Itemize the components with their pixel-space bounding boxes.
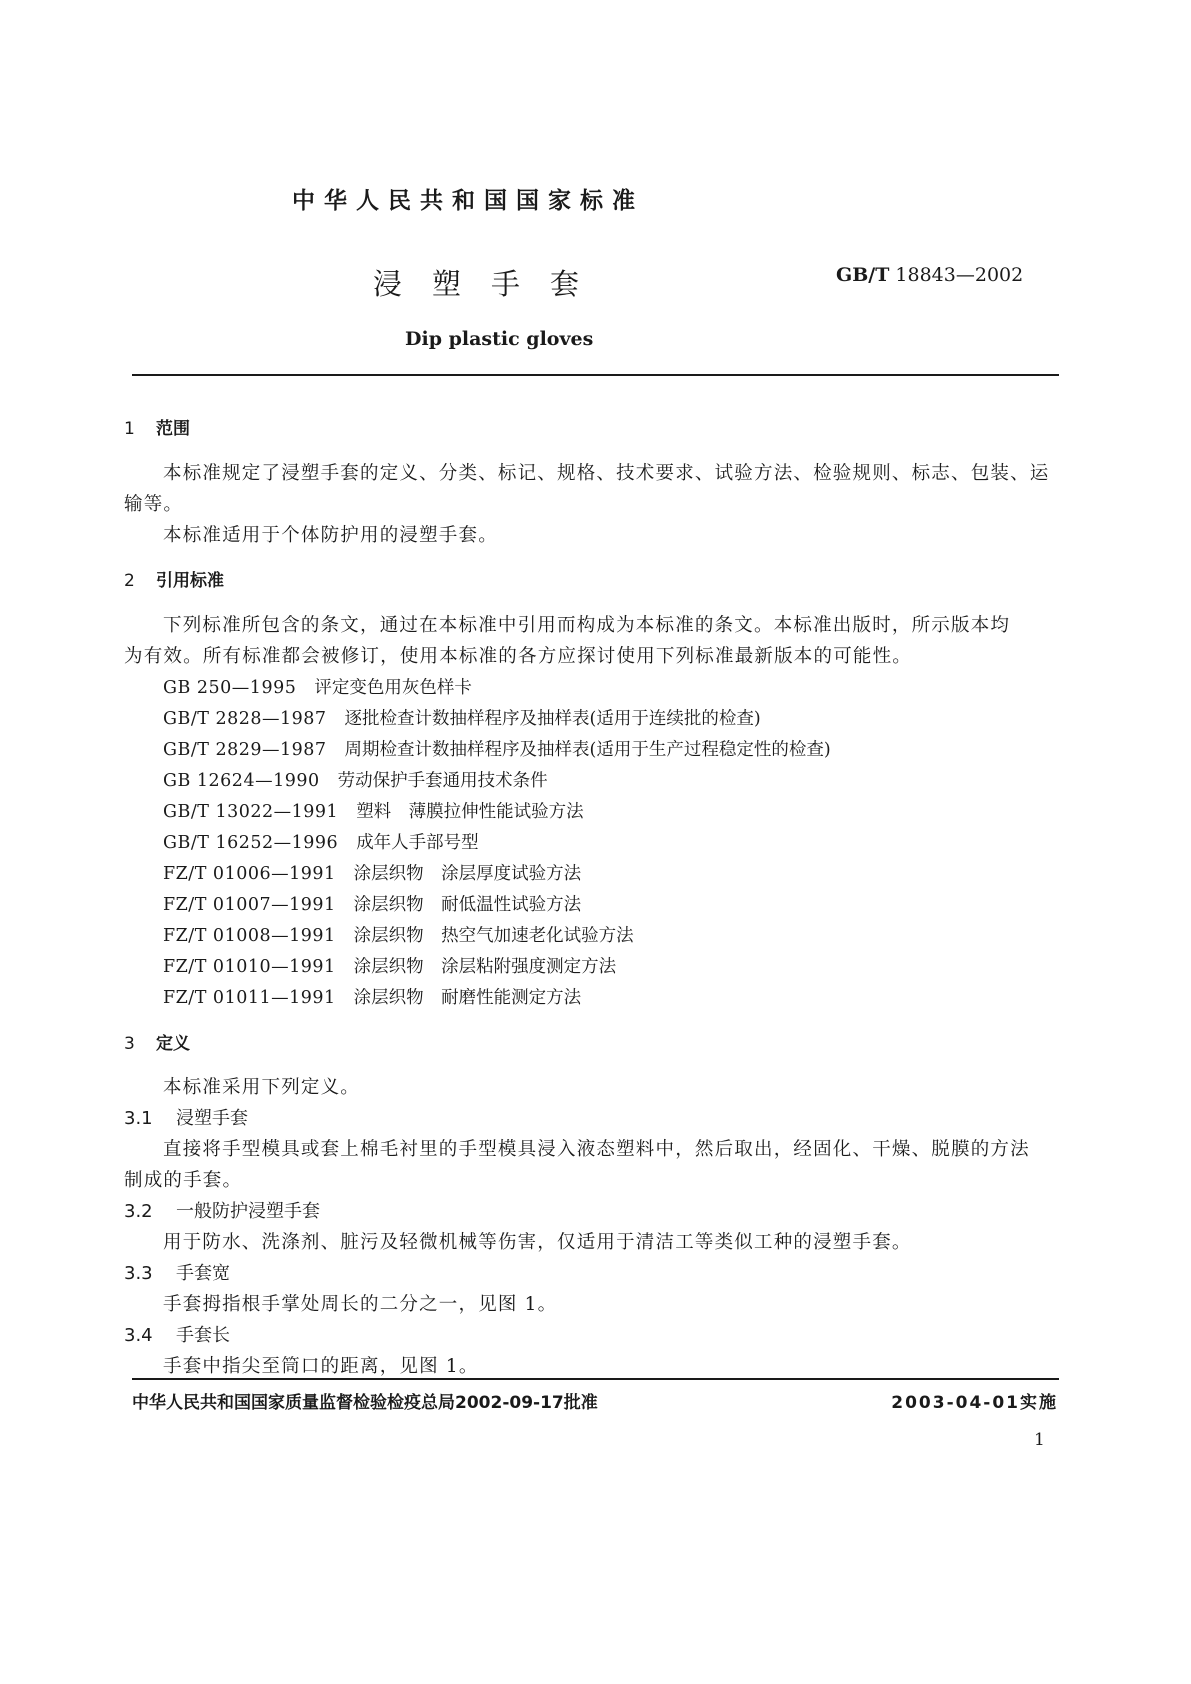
reference-code: GB/T 16252—1996 xyxy=(163,833,339,853)
reference-item xyxy=(163,798,584,823)
reference-item xyxy=(163,674,472,699)
paragraph: 本标准适用于个体防护用的浸塑手套。 xyxy=(163,525,498,546)
standard-code-number: 18843—2002 xyxy=(895,264,1024,286)
definition-text: 制成的手套。 xyxy=(124,1170,243,1191)
reference-code: GB/T 13022—1991 xyxy=(163,802,339,822)
reference-title: 涂层织物 耐磨性能测定方法 xyxy=(353,988,582,1008)
reference-item xyxy=(163,860,581,885)
definition-term xyxy=(124,1104,248,1130)
clause-number: 3.4 xyxy=(124,1325,153,1346)
reference-item xyxy=(163,767,548,792)
clause-number: 3.1 xyxy=(124,1108,153,1129)
standard-code xyxy=(836,264,1023,286)
reference-title: 涂层织物 涂层粘附强度测定方法 xyxy=(353,957,617,977)
term: 一般防护浸塑手套 xyxy=(176,1201,320,1222)
implementation-date: 2003-04-01实施 xyxy=(891,1393,1058,1413)
reference-item xyxy=(163,829,479,854)
page-number: 1 xyxy=(1034,1430,1045,1450)
reference-title: 涂层织物 涂层厚度试验方法 xyxy=(353,864,582,884)
footer-rule xyxy=(132,1378,1059,1380)
reference-title: 涂层织物 热空气加速老化试验方法 xyxy=(353,926,634,946)
reference-item xyxy=(163,984,581,1009)
section-title: 范围 xyxy=(156,419,190,439)
reference-item xyxy=(163,891,581,916)
paragraph: 下列标准所包含的条文，通过在本标准中引用而构成为本标准的条文。本标准出版时，所示版本均 xyxy=(163,615,1011,636)
section-number: 1 xyxy=(124,419,135,439)
reference-item xyxy=(163,953,616,978)
reference-code: GB/T 2828—1987 xyxy=(163,709,327,729)
section-number: 3 xyxy=(124,1034,135,1054)
term: 浸塑手套 xyxy=(176,1108,248,1129)
paragraph: 本标准采用下列定义。 xyxy=(163,1077,361,1098)
paragraph: 输等。 xyxy=(124,494,184,515)
section-3-heading xyxy=(124,1029,190,1054)
standard-type-heading: 中华人民共和国国家标准 xyxy=(292,188,644,214)
reference-item xyxy=(163,736,831,761)
document-title-en: Dip plastic gloves xyxy=(405,328,594,350)
document-title-cn: 浸塑手套 xyxy=(373,267,610,301)
clause-number: 3.2 xyxy=(124,1201,153,1222)
definition-term xyxy=(124,1259,230,1285)
reference-item xyxy=(163,705,761,730)
reference-title: 成年人手部号型 xyxy=(356,833,479,853)
term: 手套宽 xyxy=(176,1263,230,1284)
term: 手套长 xyxy=(176,1325,230,1346)
reference-code: GB 12624—1990 xyxy=(163,771,320,791)
reference-title: 逐批检查计数抽样程序及抽样表(适用于连续批的检查) xyxy=(344,709,761,729)
paragraph: 为有效。所有标准都会被修订，使用本标准的各方应探讨使用下列标准最新版本的可能性。 xyxy=(124,646,913,667)
section-number: 2 xyxy=(124,571,135,591)
standard-code-prefix: GB/T xyxy=(836,264,890,286)
reference-title: 评定变色用灰色样卡 xyxy=(314,678,472,698)
reference-code: FZ/T 01007—1991 xyxy=(163,895,336,915)
reference-code: FZ/T 01006—1991 xyxy=(163,864,336,884)
section-title: 引用标准 xyxy=(156,571,224,591)
definition-text: 手套中指尖至筒口的距离，见图 1。 xyxy=(163,1356,479,1377)
section-2-heading xyxy=(124,566,224,591)
reference-title: 塑料 薄膜拉伸性能试验方法 xyxy=(356,802,584,822)
definition-text: 直接将手型模具或套上棉毛衬里的手型模具浸入液态塑料中，然后取出，经固化、干燥、脱膜的方法 xyxy=(163,1139,1030,1160)
reference-code: FZ/T 01008—1991 xyxy=(163,926,336,946)
paragraph: 本标准规定了浸塑手套的定义、分类、标记、规格、技术要求、试验方法、检验规则、标志、包装、运 xyxy=(163,463,1050,484)
reference-code: FZ/T 01011—1991 xyxy=(163,988,336,1008)
header-rule xyxy=(132,374,1059,376)
reference-code: GB/T 2829—1987 xyxy=(163,740,327,760)
approval-statement: 中华人民共和国国家质量监督检验检疫总局2002-09-17批准 xyxy=(132,1393,598,1413)
reference-title: 劳动保护手套通用技术条件 xyxy=(337,771,548,791)
reference-title: 涂层织物 耐低温性试验方法 xyxy=(353,895,582,915)
definition-text: 用于防水、洗涤剂、脏污及轻微机械等伤害，仅适用于清洁工等类似工种的浸塑手套。 xyxy=(163,1232,912,1253)
section-title: 定义 xyxy=(156,1034,190,1054)
reference-title: 周期检查计数抽样程序及抽样表(适用于生产过程稳定性的检查) xyxy=(344,740,831,760)
definition-term xyxy=(124,1321,230,1347)
reference-code: GB 250—1995 xyxy=(163,678,297,698)
section-1-heading xyxy=(124,414,190,439)
reference-code: FZ/T 01010—1991 xyxy=(163,957,336,977)
reference-item xyxy=(163,922,634,947)
definition-term xyxy=(124,1197,320,1223)
definition-text: 手套拇指根手掌处周长的二分之一，见图 1。 xyxy=(163,1294,558,1315)
clause-number: 3.3 xyxy=(124,1263,153,1284)
